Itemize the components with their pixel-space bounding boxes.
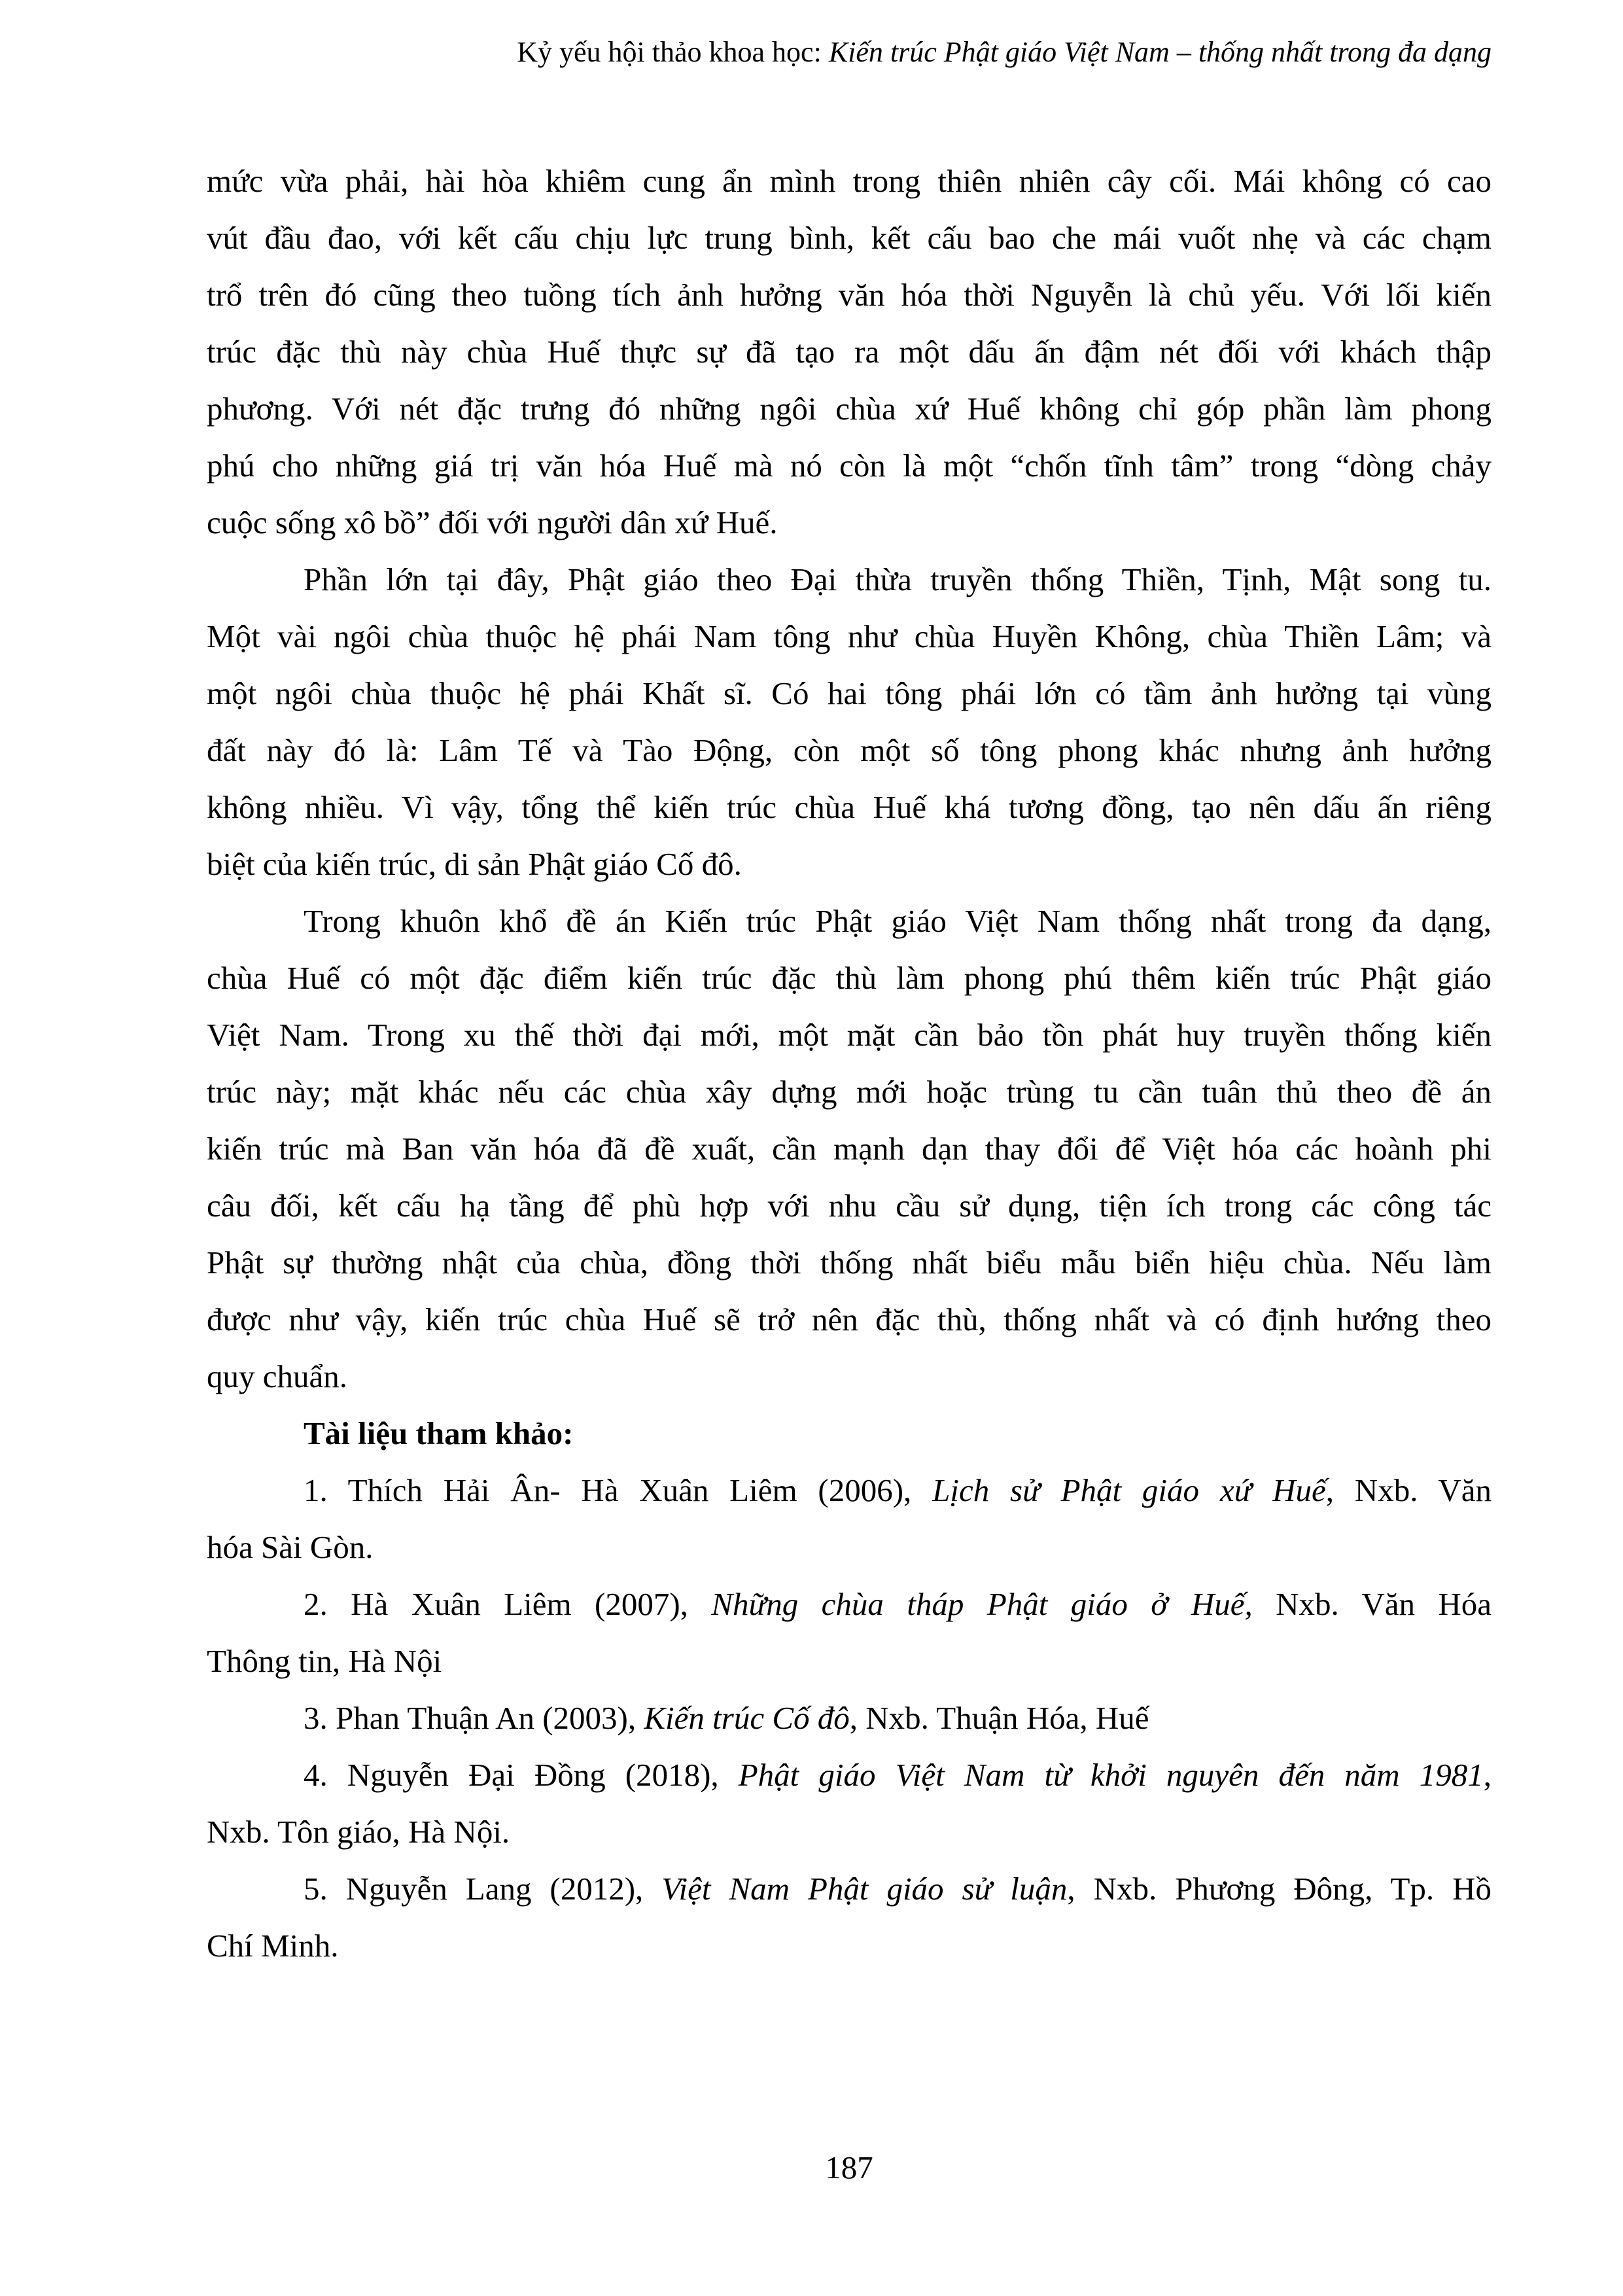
text-run: phương. Với nét đặc trưng đó những ngôi chùa xứ Huế không chỉ góp phần làm phong (207, 391, 1492, 427)
text-line (207, 1291, 1492, 1348)
text-line (207, 266, 1492, 323)
text-line (207, 1120, 1492, 1177)
text-run: Phần lớn tại đây, Phật giáo theo Đại thừa truyền thống Thiền, Tịnh, Mật song tu. (304, 561, 1492, 597)
text-run: Tài liệu tham khảo: (304, 1415, 574, 1451)
text-run: , (1483, 1757, 1492, 1793)
text-line (207, 152, 1492, 209)
text-line (207, 1234, 1492, 1291)
text-run: Phật sự thường nhật của chùa, đồng thời thống nhất biểu mẫu biển hiệu chùa. Nếu làm (207, 1245, 1492, 1280)
text-line (207, 1006, 1492, 1063)
text-line (207, 380, 1492, 437)
text-line (207, 1405, 1492, 1462)
text-line (207, 551, 1492, 608)
text-line (207, 323, 1492, 380)
text-run: 5. Nguyễn Lang (2012), (304, 1871, 662, 1907)
text-line (207, 1348, 1492, 1405)
text-line (207, 1689, 1492, 1746)
text-run: trúc này; mặt khác nếu các chùa xây dựng mới hoặc trùng tu cần tuân thủ theo đề án (207, 1074, 1492, 1110)
text-run: 4. Nguyễn Đại Đồng (2018), (304, 1757, 739, 1793)
text-run: một ngôi chùa thuộc hệ phái Khất sĩ. Có hai tông phái lớn có tầm ảnh hưởng tại vùng (207, 675, 1492, 711)
header-title-italic: Kiến trúc Phật giáo Việt Nam – thống nhất trong đa dạng (828, 36, 1492, 68)
text-line (207, 1803, 1492, 1860)
text-line (207, 1633, 1492, 1689)
text-run: Nxb. Văn Hóa (1252, 1586, 1492, 1622)
text-run: , Nxb. Thuận Hóa, Huế (849, 1700, 1149, 1736)
text-run: đất này đó là: Lâm Tế và Tào Động, còn một số tông phong khác nhưng ảnh hưởng (207, 732, 1492, 768)
text-run: được như vậy, kiến trúc chùa Huế sẽ trở nên đặc thù, thống nhất và có định hướng theo (207, 1301, 1492, 1337)
text-line (207, 836, 1492, 892)
text-line (207, 1860, 1492, 1917)
text-run: 2. Hà Xuân Liêm (2007), (304, 1586, 712, 1622)
text-line (207, 1177, 1492, 1234)
text-run: trúc đặc thù này chùa Huế thực sự đã tạo ra một dấu ấn đậm nét đối với khách thập (207, 334, 1492, 370)
text-line (207, 209, 1492, 266)
text-run-italic: Lịch sử Phật giáo xứ Huế (932, 1472, 1326, 1508)
body-text (207, 152, 1492, 1974)
text-line (207, 1519, 1492, 1576)
text-line (207, 1746, 1492, 1803)
text-line (207, 1917, 1492, 1974)
text-line (207, 892, 1492, 949)
text-run: hóa Sài Gòn. (207, 1529, 374, 1565)
text-run: Trong khuôn khổ đề án Kiến trúc Phật giáo Việt Nam thống nhất trong đa dạng, (304, 903, 1492, 939)
text-run: biệt của kiến trúc, di sản Phật giáo Cố đô. (207, 846, 742, 882)
text-line (207, 779, 1492, 836)
text-run: quy chuẩn. (207, 1358, 347, 1394)
text-run: kiến trúc mà Ban văn hóa đã đề xuất, cần mạnh dạn thay đổi để Việt hóa các hoành phi (207, 1131, 1492, 1167)
text-run: Một vài ngôi chùa thuộc hệ phái Nam tông như chùa Huyền Không, chùa Thiền Lâm; và (207, 618, 1492, 654)
text-run-italic: Những chùa tháp Phật giáo ở Huế, (711, 1586, 1253, 1622)
text-run: Việt Nam. Trong xu thế thời đại mới, một mặt cần bảo tồn phát huy truyền thống kiến (207, 1017, 1492, 1053)
text-line (207, 437, 1492, 494)
text-run: 3. Phan Thuận An (2003), (304, 1700, 644, 1736)
text-line (207, 1063, 1492, 1120)
text-line (207, 949, 1492, 1006)
text-run: vút đầu đao, với kết cấu chịu lực trung bình, kết cấu bao che mái vuốt nhẹ và các chạm (207, 220, 1492, 256)
text-run-italic: Việt Nam Phật giáo sử luận (661, 1871, 1068, 1907)
text-line (207, 494, 1492, 551)
text-run: Nxb. Tôn giáo, Hà Nội. (207, 1814, 510, 1850)
text-run-italic: Phật giáo Việt Nam từ khởi nguyên đến năm 1981 (738, 1757, 1484, 1793)
text-line (207, 608, 1492, 665)
running-header (207, 35, 1492, 69)
text-run: , Nxb. Phương Đông, Tp. Hồ (1067, 1871, 1492, 1907)
text-run: câu đối, kết cấu hạ tầng để phù hợp với nhu cầu sử dụng, tiện ích trong các công tác (207, 1188, 1492, 1224)
text-line (207, 665, 1492, 722)
text-run: Thông tin, Hà Nội (207, 1643, 442, 1679)
text-line (207, 1576, 1492, 1633)
header-prefix: Kỷ yếu hội thảo khoa học: (517, 36, 829, 68)
text-run: chùa Huế có một đặc điểm kiến trúc đặc thù làm phong phú thêm kiến trúc Phật giáo (207, 960, 1492, 996)
text-line (207, 722, 1492, 779)
text-run: Chí Minh. (207, 1928, 339, 1964)
text-run-italic: Kiến trúc Cố đô (644, 1700, 850, 1736)
text-run: cuộc sống xô bồ” đối với người dân xứ Huế. (207, 504, 778, 540)
text-line (207, 1462, 1492, 1519)
text-run: phú cho những giá trị văn hóa Huế mà nó còn là một “chốn tĩnh tâm” trong “dòng chảy (207, 448, 1492, 484)
text-run: không nhiều. Vì vậy, tổng thể kiến trúc chùa Huế khá tương đồng, tạo nên dấu ấn riêng (207, 789, 1492, 825)
text-run: , Nxb. Văn (1325, 1472, 1492, 1508)
text-run: trổ trên đó cũng theo tuồng tích ảnh hưởng văn hóa thời Nguyễn là chủ yếu. Với lối kiến (207, 277, 1492, 313)
text-run: 1. Thích Hải Ân- Hà Xuân Liêm (2006), (304, 1472, 933, 1508)
page-number: 187 (825, 2149, 873, 2185)
text-run: mức vừa phải, hài hòa khiêm cung ẩn mình trong thiên nhiên cây cối. Mái không có cao (207, 163, 1492, 199)
